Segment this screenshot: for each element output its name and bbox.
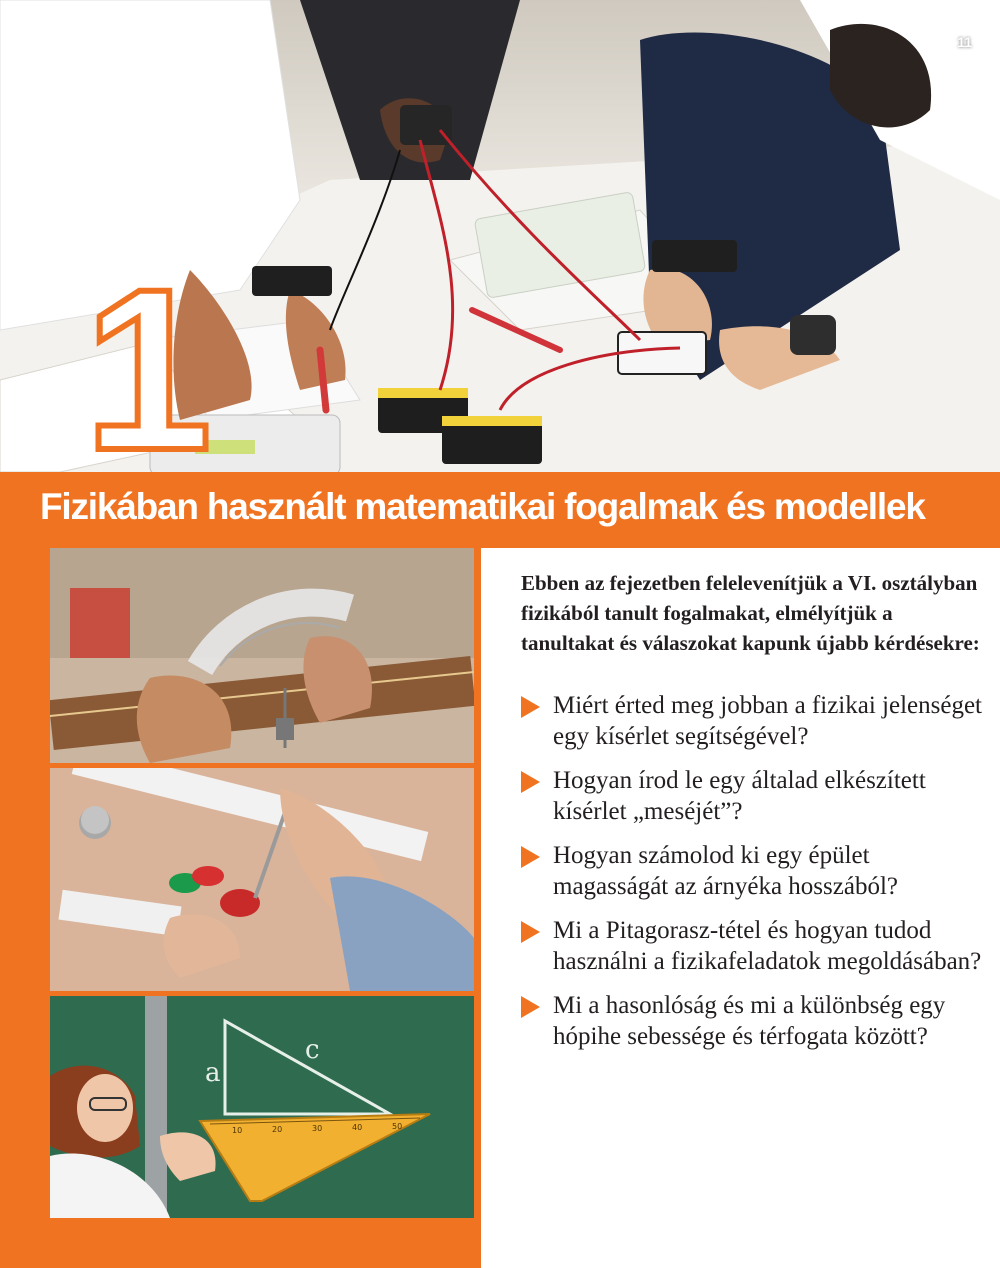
chapter-intro: Ebben az fejezetben felelevenítjük a VI. osztályban fizikából tanult fogalmakat, elmélyítjük a tanultakat és válaszokat kapunk újabb kérdésekre: (521, 571, 980, 655)
question-text: Mi a hasonlóság és mi a különbség egy hópihe sebessége és térfogata között? (553, 992, 946, 1050)
question-list (521, 690, 991, 1065)
question-text: Mi a Pitagorasz-tétel és hogyan tudod használni a fizikafeladatok megoldásában? (553, 917, 982, 975)
question-item (521, 690, 991, 752)
spring-scale-photo (50, 768, 474, 991)
ruler-mark: 20 (272, 1125, 283, 1134)
question-text: Hogyan számolod ki egy épület magasságát az árnyéka hosszából? (553, 842, 898, 900)
text-column (481, 548, 1000, 1268)
triangle-bullet-icon (521, 921, 540, 943)
question-item (521, 915, 991, 977)
question-item (521, 840, 991, 902)
chapter-title: Fizikában használt matematikai fogalmak és modellek (40, 486, 925, 527)
triangle-bullet-icon (521, 846, 540, 868)
triangle-bullet-icon (521, 696, 540, 718)
ruler-mark: 40 (352, 1123, 363, 1132)
question-item (521, 765, 991, 827)
page-number: 11 (957, 34, 972, 50)
chapter-title-band (0, 472, 1000, 548)
question-item (521, 990, 991, 1052)
ruler-mark: 50 (392, 1122, 403, 1131)
board-label-c: c (305, 1035, 320, 1065)
hero-photo (0, 0, 1000, 472)
triangle-bullet-icon (521, 996, 540, 1018)
ruler-mark: 10 (232, 1126, 243, 1135)
protractor-experiment-photo (50, 548, 474, 763)
chapter-number: 1 (84, 241, 208, 472)
question-text: Hogyan írod le egy általad elkészített kísérlet „meséjét”? (553, 767, 926, 825)
photo-column (0, 548, 481, 1268)
question-text: Miért érted meg jobban a fizikai jelenséget egy kísérlet segítségével? (553, 692, 982, 750)
board-label-a: a (205, 1058, 221, 1088)
chalkboard-triangle-photo (50, 996, 474, 1218)
ruler-mark: 30 (312, 1124, 323, 1133)
triangle-bullet-icon (521, 771, 540, 793)
